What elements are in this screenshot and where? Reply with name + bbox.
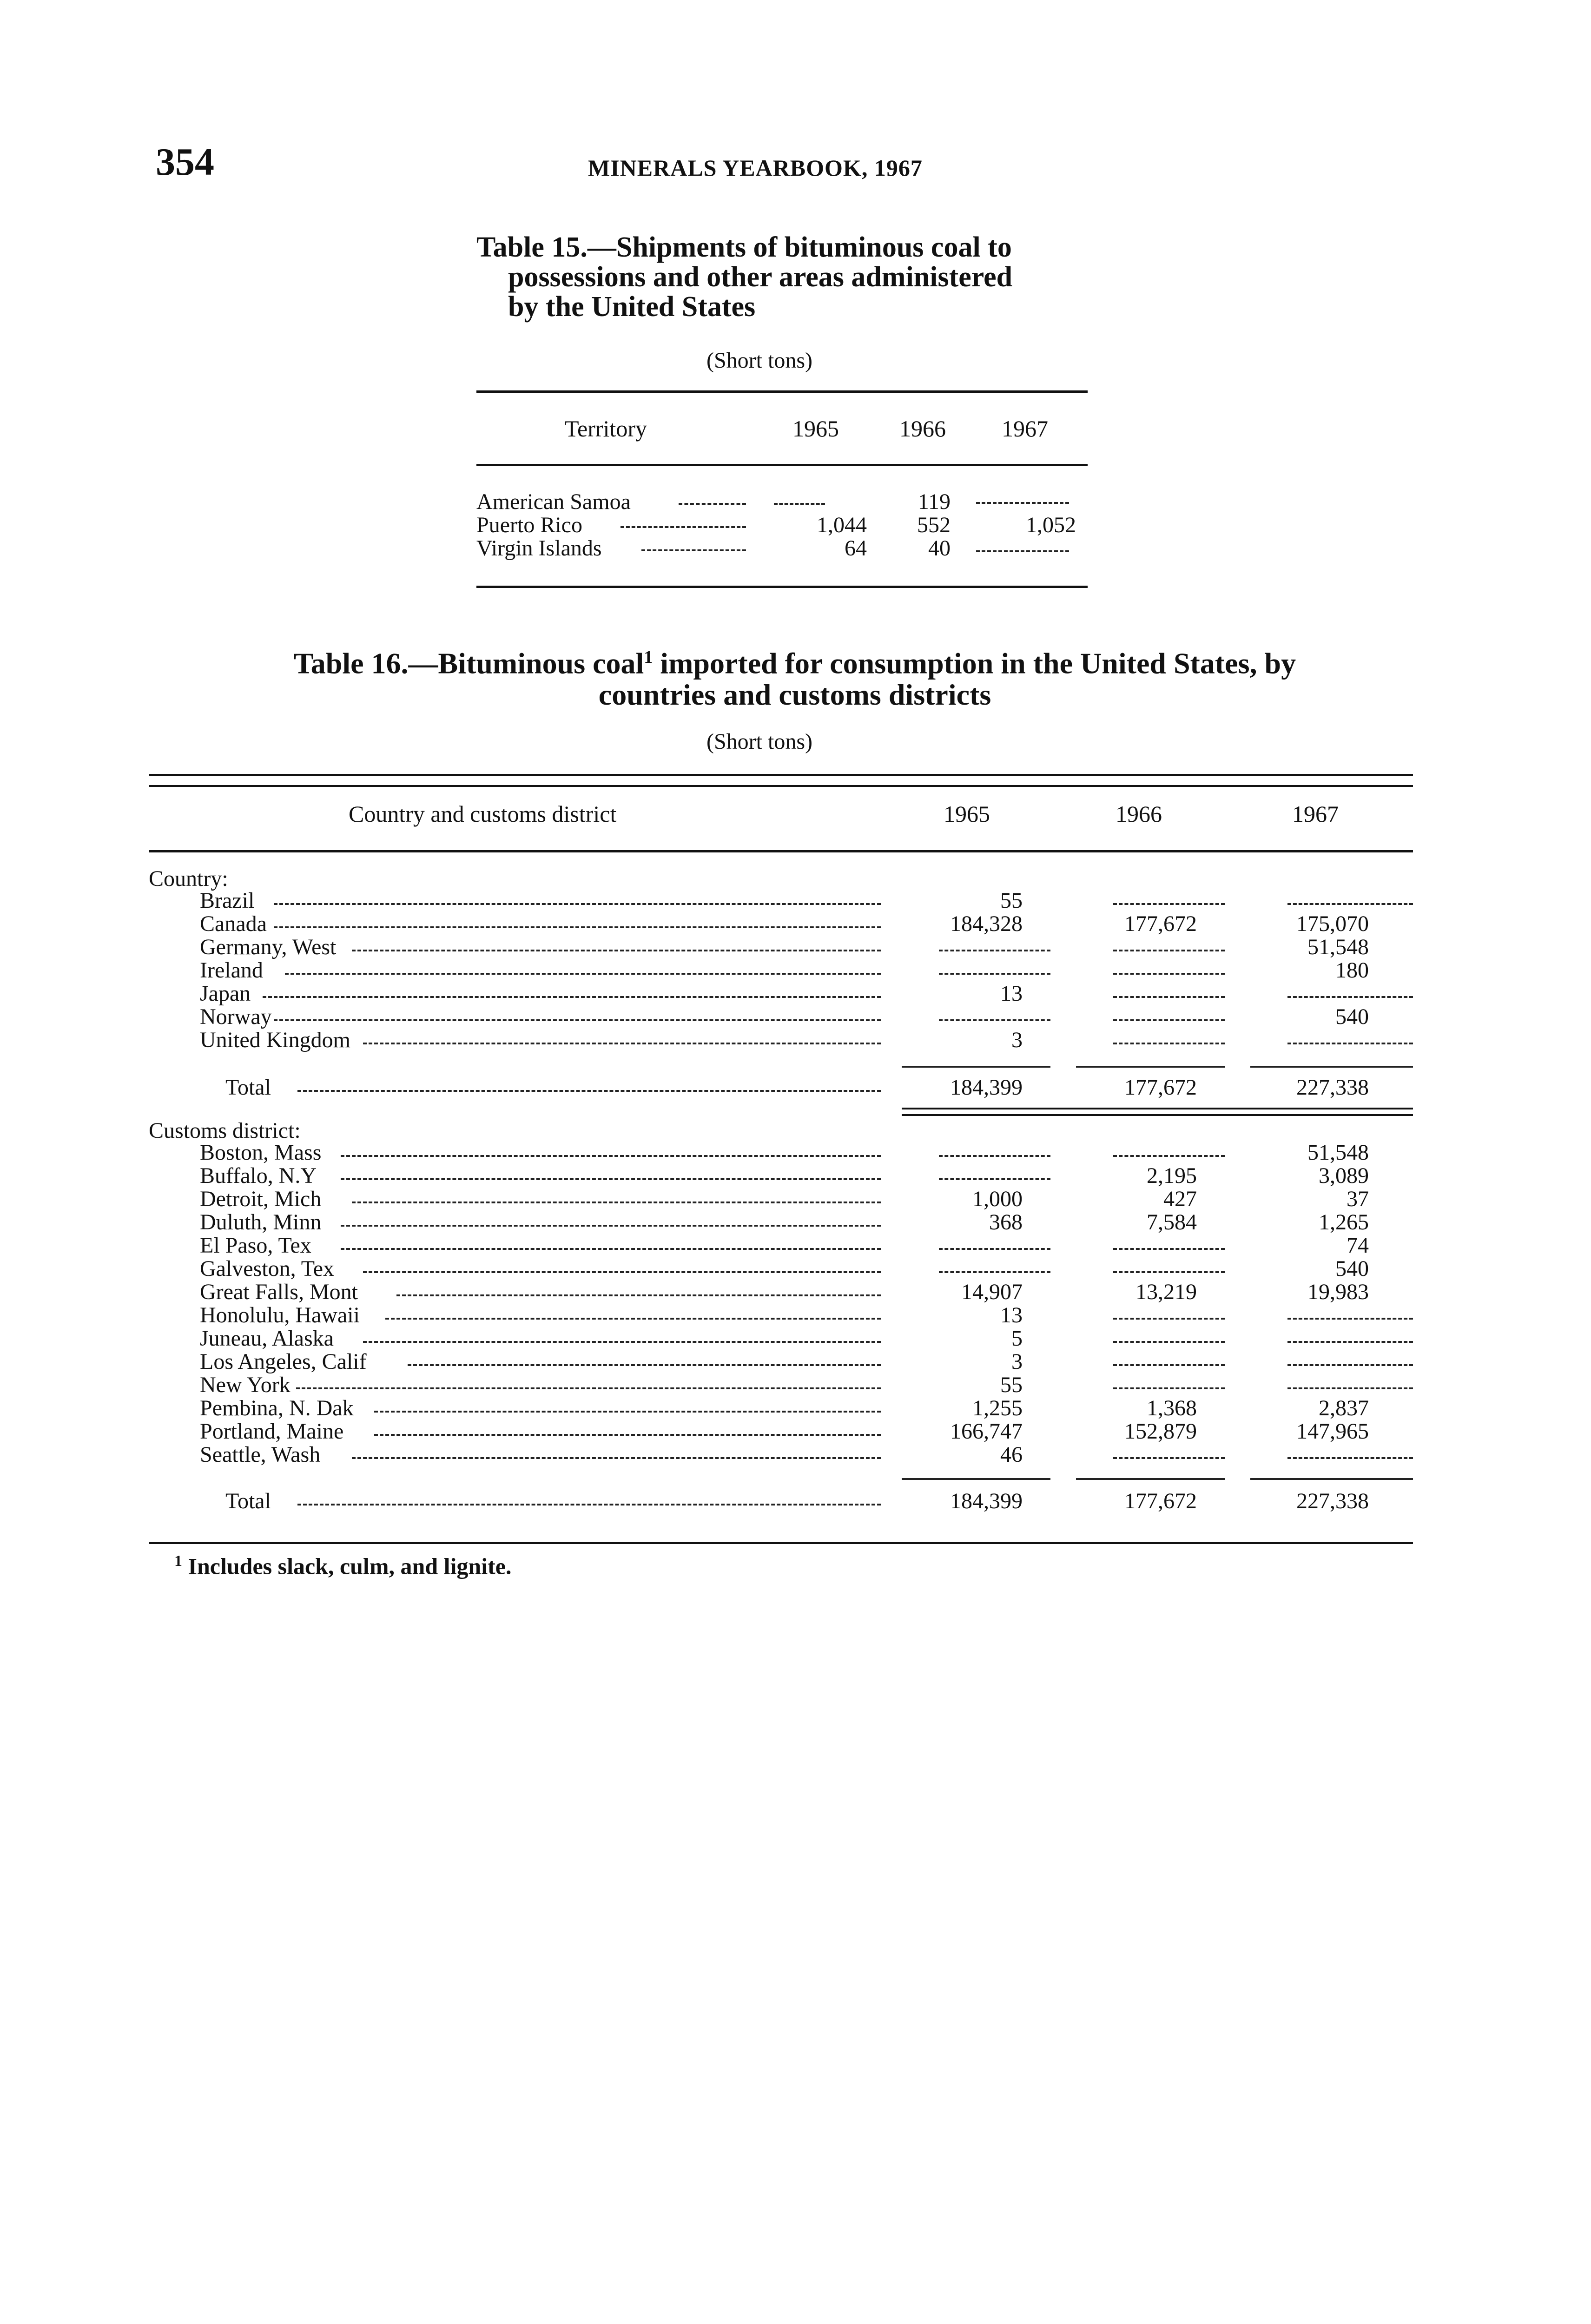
table-row [149, 982, 1413, 1005]
row-label: Virgin Islands [476, 536, 602, 561]
empty-cell [1287, 1457, 1413, 1459]
empty-cell [1287, 1043, 1413, 1044]
dot-leader [296, 1387, 881, 1389]
cell-1967: 227,338 [1296, 1075, 1369, 1100]
table-row [149, 1257, 1413, 1281]
cell-1967: 540 [1335, 1256, 1369, 1281]
dot-leader [396, 1294, 881, 1296]
empty-cell [1287, 1341, 1413, 1343]
row-label: United Kingdom [200, 1028, 350, 1052]
row-label: New York [200, 1373, 290, 1397]
table-row [149, 1005, 1413, 1029]
empty-cell [1113, 950, 1225, 951]
cell-1967: 3,089 [1319, 1163, 1369, 1188]
footnote-marker: 1 [174, 1552, 182, 1570]
empty-cell [1287, 1318, 1413, 1320]
empty-cell [939, 1178, 1050, 1180]
cell-1967: 540 [1335, 1004, 1369, 1029]
row-label: Boston, Mass [200, 1140, 322, 1165]
cell-1967: 51,548 [1307, 935, 1369, 959]
cell-1965: 14,907 [961, 1280, 1023, 1304]
row-label: Total [225, 1075, 271, 1100]
subtotal-rule [1076, 1066, 1225, 1068]
cell-1965: 3 [1011, 1028, 1023, 1052]
empty-cell [976, 550, 1069, 552]
table16-title-part1: Table 16.—Bituminous coal [293, 647, 644, 680]
empty-cell [939, 1019, 1050, 1021]
empty-cell [939, 1271, 1050, 1273]
dot-leader [274, 903, 881, 905]
table15-title [476, 232, 1127, 322]
table16-title-part2: imported for consumption in the United States, by [653, 647, 1296, 680]
row-label: Japan [200, 981, 251, 1006]
subtotal-rule [1250, 1066, 1413, 1068]
cell-1965: 13 [1000, 1303, 1023, 1327]
cell-1967: 175,070 [1296, 911, 1369, 936]
footnote-text: Includes slack, culm, and lignite. [188, 1553, 512, 1579]
cell-1965: 184,328 [950, 911, 1023, 936]
dot-leader [341, 1178, 881, 1180]
subtotal-rule [1076, 1478, 1225, 1480]
cell-1965: 166,747 [950, 1419, 1023, 1444]
empty-cell [939, 1248, 1050, 1250]
dot-leader [363, 1043, 881, 1044]
cell-1965: 46 [1000, 1442, 1023, 1467]
cell-1966: 2,195 [1147, 1163, 1197, 1188]
table16-header-rule [149, 850, 1413, 852]
dot-leader [374, 1434, 881, 1436]
table15-title-line2: possessions and other areas administered [508, 261, 1013, 293]
cell-1966: 40 [928, 536, 951, 561]
cell-1965: 1,255 [972, 1396, 1023, 1420]
dot-leader [274, 1019, 881, 1021]
dot-leader [352, 1457, 881, 1459]
cell-1966: 13,219 [1135, 1280, 1197, 1304]
table-row [149, 936, 1413, 959]
dot-leader [352, 1202, 881, 1203]
cell-1966: 7,584 [1147, 1210, 1197, 1235]
dot-leader [385, 1318, 881, 1320]
table15-title-line3: by the United States [508, 291, 756, 323]
table15-header-1966: 1966 [899, 416, 946, 442]
cell-1965: 184,399 [950, 1075, 1023, 1100]
cell-1966: 1,368 [1147, 1396, 1197, 1420]
table16-header-country: Country and customs district [349, 801, 617, 827]
table-row [149, 1076, 1413, 1099]
cell-1967: 2,837 [1319, 1396, 1369, 1420]
running-head: MINERALS YEARBOOK, 1967 [588, 155, 923, 181]
empty-cell [1287, 903, 1413, 905]
table-row [149, 1420, 1413, 1443]
table16-title-line2: countries and customs districts [598, 678, 991, 712]
cell-1965: 64 [845, 536, 867, 561]
row-label: Germany, West [200, 935, 337, 959]
cell-1967: 180 [1335, 958, 1369, 983]
empty-cell [1287, 996, 1413, 998]
table15-header-1967: 1967 [1002, 416, 1048, 442]
table-row [476, 489, 1088, 513]
row-label: Detroit, Mich [200, 1187, 322, 1211]
row-label: Portland, Maine [200, 1419, 344, 1444]
table-row [476, 535, 1088, 560]
cell-1966: 119 [918, 489, 951, 514]
table-row [149, 1029, 1413, 1052]
total-double-rule [902, 1108, 1413, 1116]
table-row [476, 512, 1088, 536]
table15-title-line1: Table 15.—Shipments of bituminous coal to [476, 231, 1012, 263]
dot-leader [341, 1155, 881, 1157]
row-label: Great Falls, Mont [200, 1280, 358, 1304]
dot-leader [374, 1411, 881, 1413]
table16-top-rule [149, 774, 1413, 776]
cell-1965: 1,000 [972, 1187, 1023, 1211]
country-heading: Country: [149, 866, 228, 891]
row-label: Juneau, Alaska [200, 1326, 334, 1351]
dot-leader [274, 926, 881, 928]
table15-header-1965: 1965 [792, 416, 839, 442]
table16 [149, 774, 1413, 1559]
table15-header-rule [476, 464, 1088, 466]
cell-1965: 55 [1000, 1373, 1023, 1397]
cell-1967: 227,338 [1296, 1489, 1369, 1513]
empty-cell [1113, 903, 1225, 905]
dot-leader [297, 1504, 881, 1505]
empty-cell [939, 950, 1050, 951]
table-row [149, 959, 1413, 982]
cell-1965: 1,044 [817, 513, 867, 537]
cell-1966: 177,672 [1124, 1075, 1197, 1100]
district-heading: Customs district: [149, 1118, 301, 1143]
cell-1967: 74 [1347, 1233, 1369, 1258]
table-row [149, 1350, 1413, 1373]
dot-leader [285, 973, 881, 975]
row-label: Duluth, Minn [200, 1210, 322, 1235]
dot-leader [341, 1225, 881, 1227]
footnote [174, 1552, 511, 1580]
page-number: 354 [156, 140, 214, 184]
table-row [149, 912, 1413, 936]
empty-cell [1113, 1155, 1225, 1157]
table16-bottom-rule [149, 1542, 1413, 1544]
row-label: El Paso, Tex [200, 1233, 311, 1258]
empty-cell [1287, 1387, 1413, 1389]
row-label: Galveston, Tex [200, 1256, 335, 1281]
empty-cell [939, 1155, 1050, 1157]
table16-title [181, 641, 1408, 711]
dot-leader [352, 950, 881, 951]
dot-leader [641, 549, 746, 551]
cell-1967: 147,965 [1296, 1419, 1369, 1444]
cell-1965: 3 [1011, 1349, 1023, 1374]
row-label: Total [225, 1489, 271, 1513]
table16-title-line1 [181, 641, 1408, 679]
table-row [149, 1327, 1413, 1350]
dot-leader [408, 1364, 881, 1366]
empty-cell [1113, 1387, 1225, 1389]
row-label: Seattle, Wash [200, 1442, 321, 1467]
dot-leader [363, 1341, 881, 1343]
subtotal-rule [902, 1478, 1050, 1480]
table-row [149, 1490, 1413, 1513]
row-label: American Samoa [476, 489, 631, 514]
cell-1965: 184,399 [950, 1489, 1023, 1513]
cell-1967: 19,983 [1307, 1280, 1369, 1304]
row-label: Buffalo, N.Y [200, 1163, 317, 1188]
empty-cell [1113, 1019, 1225, 1021]
empty-cell [1113, 973, 1225, 975]
empty-cell [1113, 996, 1225, 998]
cell-1967: 51,548 [1307, 1140, 1369, 1165]
table15-units: (Short tons) [706, 348, 812, 373]
table15-header-territory: Territory [565, 416, 647, 442]
table15-bottom-rule [476, 586, 1088, 588]
empty-cell [976, 502, 1069, 504]
cell-1965: 368 [989, 1210, 1023, 1235]
subtotal-rule [1250, 1478, 1413, 1480]
table16-top-rule-2 [149, 785, 1413, 787]
cell-1966: 152,879 [1124, 1419, 1197, 1444]
cell-1965: 5 [1011, 1326, 1023, 1351]
table-row [149, 1373, 1413, 1397]
row-label: Honolulu, Hawaii [200, 1303, 360, 1327]
table15 [476, 390, 1088, 595]
empty-cell [774, 503, 825, 505]
table16-units: (Short tons) [706, 729, 812, 754]
cell-1967: 1,265 [1319, 1210, 1369, 1235]
empty-cell [1113, 1043, 1225, 1044]
empty-cell [939, 973, 1050, 975]
table-row [149, 1443, 1413, 1466]
dot-leader [341, 1248, 881, 1250]
row-label: Brazil [200, 888, 255, 913]
empty-cell [1113, 1341, 1225, 1343]
table16-header-1967: 1967 [1292, 801, 1339, 827]
table-row [149, 1164, 1413, 1188]
cell-1966: 177,672 [1124, 1489, 1197, 1513]
row-label: Pembina, N. Dak [200, 1396, 354, 1420]
cell-1966: 552 [917, 513, 951, 537]
row-label: Ireland [200, 958, 263, 983]
empty-cell [1113, 1271, 1225, 1273]
dot-leader [679, 503, 746, 505]
cell-1966: 177,672 [1124, 911, 1197, 936]
table16-header-1966: 1966 [1116, 801, 1162, 827]
row-label: Los Angeles, Calif [200, 1349, 367, 1374]
row-label: Puerto Rico [476, 513, 582, 537]
row-label: Canada [200, 911, 267, 936]
dot-leader [363, 1271, 881, 1273]
table-row [149, 1304, 1413, 1327]
table-row [149, 1281, 1413, 1304]
subtotal-rule [902, 1066, 1050, 1068]
dot-leader [621, 526, 746, 528]
table15-top-rule [476, 390, 1088, 393]
cell-1965: 13 [1000, 981, 1023, 1006]
dot-leader [263, 996, 881, 998]
cell-1967: 1,052 [1026, 513, 1076, 537]
table-row [149, 1397, 1413, 1420]
table-row [149, 1141, 1413, 1164]
table-row [149, 1211, 1413, 1234]
cell-1967: 37 [1347, 1187, 1369, 1211]
table-row [149, 889, 1413, 912]
cell-1966: 427 [1163, 1187, 1197, 1211]
empty-cell [1113, 1248, 1225, 1250]
row-label: Norway [200, 1004, 272, 1029]
empty-cell [1113, 1364, 1225, 1366]
empty-cell [1113, 1318, 1225, 1320]
empty-cell [1113, 1457, 1225, 1459]
dot-leader [297, 1090, 881, 1092]
table16-header-1965: 1965 [944, 801, 990, 827]
cell-1965: 55 [1000, 888, 1023, 913]
table-row [149, 1188, 1413, 1211]
table-row [149, 1234, 1413, 1257]
empty-cell [1287, 1364, 1413, 1366]
footnote-marker: 1 [644, 647, 653, 667]
